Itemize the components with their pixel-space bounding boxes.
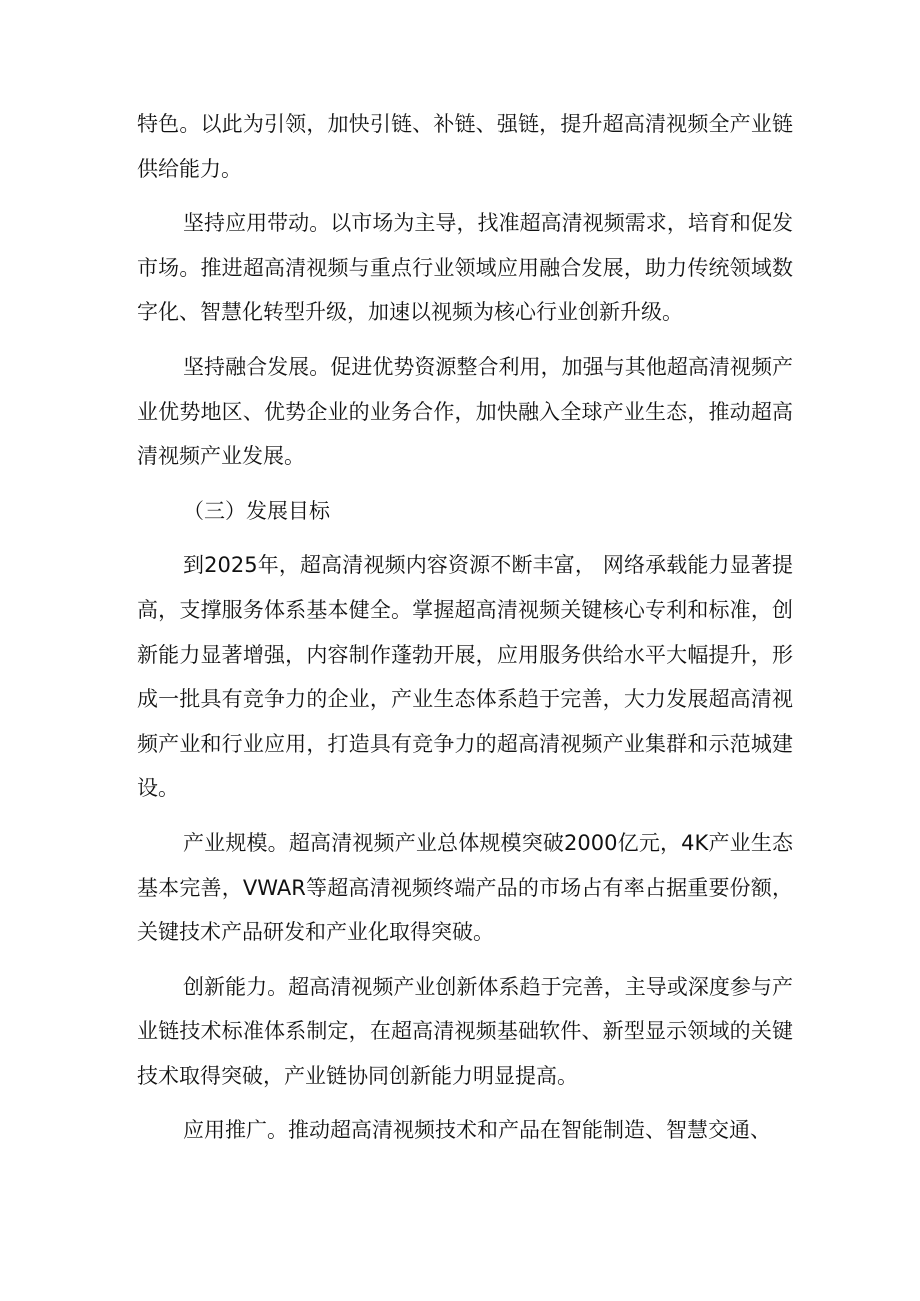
paragraph-integrated-development: 坚持融合发展。促进优势资源整合利用，加强与其他超高清视频产业优势地区、优势企业的业务合作，加快融入全球产业生态，推动超高清视频产业发展。 xyxy=(137,354,793,469)
paragraph-application-promotion: 应用推广。推动超高清视频技术和产品在智能制造、智慧交通、 xyxy=(183,1118,771,1143)
paragraph-goal-2025: 到2025年，超高清视频内容资源不断丰富， 网络承载能力显著提高，支撑服务体系基本健全。掌握超高清视频关键核心专利和标准，创新能力显著增强，内容制作蓬勃开展，应用服务供给水平大幅提升，形成一批具有竞争力的企业，产业生态体系趋于完善，大力发展超高清视频产业和行业应用，打造具有竞争力的超高清视频产业集群和示范城建设。 xyxy=(137,553,793,801)
paragraph-continuation: 特色。以此为引领，加快引链、补链、强链，提升超高清视频全产业链供给能力。 xyxy=(137,112,793,181)
paragraph-application-driven: 坚持应用带动。以市场为主导，找准超高清视频需求，培育和促发市场。推进超高清视频与重点行业领域应用融合发展，助力传统领域数字化、智慧化转型升级，加速以视频为核心行业创新升级。 xyxy=(137,211,793,325)
paragraph-innovation-capability: 创新能力。超高清视频产业创新体系趋于完善，主导或深度参与产业链技术标准体系制定，在超高清视频基础软件、新型显示领域的关键技术取得突破，产业链协同创新能力明显提高。 xyxy=(137,974,793,1088)
paragraph-industry-scale: 产业规模。超高清视频产业总体规模突破2000亿元，4K产业生态基本完善，VWAR等超高清视频终端产品的市场占有率占据重要份额，关键技术产品研发和产业化取得突破。 xyxy=(137,830,793,945)
section-heading: （三）发展目标 xyxy=(183,498,330,523)
document-body xyxy=(137,102,793,1163)
